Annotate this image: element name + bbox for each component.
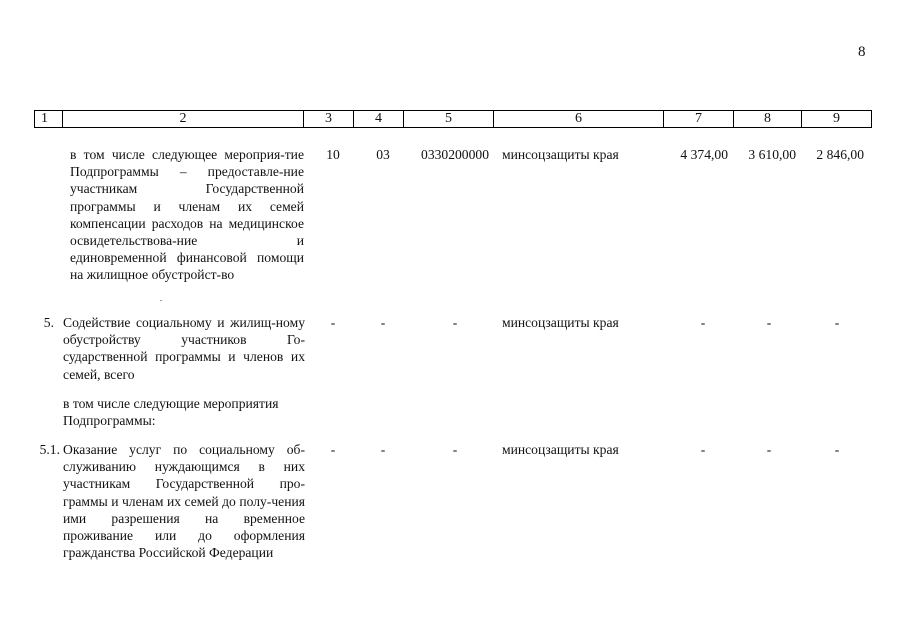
header-cell-9: 9: [802, 111, 872, 128]
scan-speck: [160, 300, 162, 301]
row-section-code: -: [330, 315, 336, 330]
header-cell-4: 4: [354, 111, 404, 128]
row-description: в том числе следующие мероприятия Подпрограммы:: [63, 396, 279, 429]
row-value-year2: -: [766, 442, 772, 457]
row-value-year3: 2 846,00: [816, 147, 864, 162]
row-value-year1: 4 374,00: [680, 147, 728, 162]
header-cell-3: 3: [304, 111, 354, 128]
header-cell-5: 5: [404, 111, 494, 128]
row-value-year2: 3 610,00: [748, 147, 796, 162]
page-number: 8: [858, 44, 866, 60]
row-subsection-code: -: [380, 442, 386, 457]
header-cell-2: 2: [63, 111, 304, 128]
row-description: Содействие социальному и жилищ-ному обустройству участников Го-сударственной программы и членов их семей, всего: [63, 315, 305, 382]
header-cell-1: 1: [35, 111, 63, 128]
row-value-year2: -: [766, 315, 772, 330]
row-responsible: минсоцзащиты края: [502, 147, 619, 162]
row-value-year1: -: [700, 315, 706, 330]
row-value-year3: -: [834, 442, 840, 457]
row-subsection-code: -: [380, 315, 386, 330]
row-target-code: 0330200000: [421, 147, 489, 162]
row-number: 5.: [43, 315, 54, 330]
row-responsible: минсоцзащиты края: [502, 315, 619, 330]
row-section-code: -: [330, 442, 336, 457]
header-cell-8: 8: [734, 111, 802, 128]
row-number: 5.1.: [39, 442, 60, 457]
header-cell-6: 6: [494, 111, 664, 128]
row-target-code: -: [452, 442, 458, 457]
column-number-header: [34, 110, 872, 128]
row-value-year1: -: [700, 442, 706, 457]
header-cell-7: 7: [664, 111, 734, 128]
row-target-code: -: [452, 315, 458, 330]
row-responsible: минсоцзащиты края: [502, 442, 619, 457]
row-section-code: 10: [326, 147, 340, 162]
row-subsection-code: 03: [376, 147, 390, 162]
row-value-year3: -: [834, 315, 840, 330]
row-description: Оказание услуг по социальному об-служиванию нуждающимся в них участникам Государственной про-граммы и членам их семей до полу-чения ими разрешения на временное проживание или до оформления гражданства Российской Федерации: [63, 442, 305, 561]
row-description: в том числе следующее мероприя-тие Подпрограммы – предоставле-ние участникам Государственной программы и членам их семей компенсации расходов на медицинское освидетельствова-ние и единовременной финансовой помощи на жилищное обустройст-во: [70, 147, 304, 283]
